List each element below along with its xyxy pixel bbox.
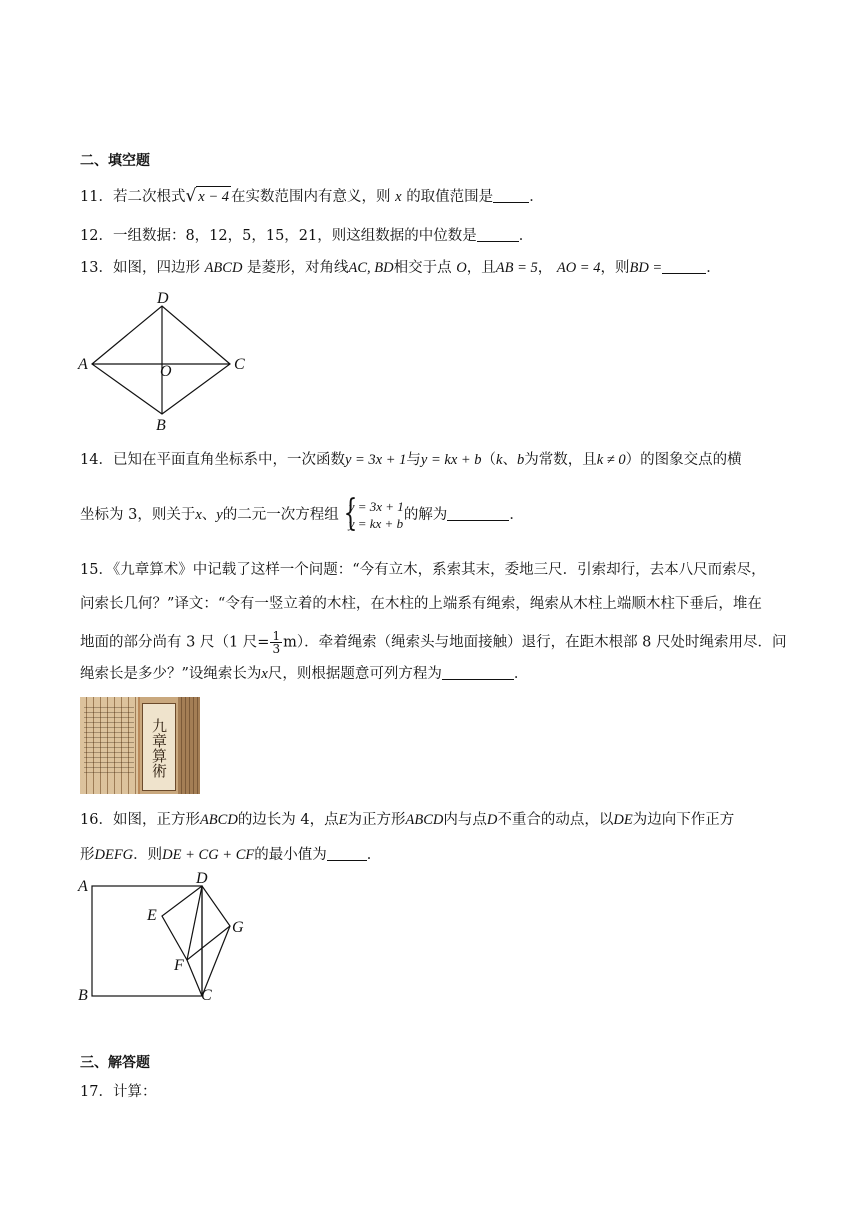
question-12: 12．一组数据：8，12，5，15，21，则这组数据的中位数是 ． <box>80 228 534 244</box>
book-title-label: 九章算術 <box>142 703 176 791</box>
label-c: C <box>201 987 212 1004</box>
question-15-line-3: 地面的部分尚有 3 尺（1 尺= $\frac{1}{3}$ m）．牵着绳索（绳索头与地面接触）退行，在距木根部 8 尺处时绳索用尽．问 <box>80 629 787 656</box>
answer-blank <box>493 188 529 203</box>
label-f: F <box>174 957 184 974</box>
question-15-line-1: 15．《九章算术》中记载了这样一个问题：“今有立木，系索其末，委地三尺．引索却行，去本八尺而索尽， <box>80 562 766 578</box>
rhombus-figure <box>70 288 260 433</box>
square-defg <box>162 886 230 960</box>
label-d: D <box>196 870 208 887</box>
square-abcd <box>92 886 202 996</box>
question-15-line-4: 绳索长是多少？”设绳索长为x尺，则根据题意可列方程为 ． <box>80 666 529 682</box>
label-g: G <box>232 919 244 936</box>
label-e: E <box>147 907 157 924</box>
question-14-line-1: 14．已知在平面直角坐标系中，一次函数y = 3x + 1与y = kx + b（k、b为常数，且k ≠ 0）的图象交点的横 <box>80 452 742 468</box>
answer-blank <box>442 665 514 680</box>
segment-df <box>187 886 202 960</box>
question-14-line-2: 坐标为 3，则关于x、y的二元一次方程组 { y = 3x + 1 y = kx + b 的解为 ． <box>80 493 524 534</box>
question-15-line-2: 问索长几何？”译文：“令有一竖立着的木柱，在木柱的上端系有绳索，绳索从木柱上端顺木柱下垂后，堆在 <box>80 596 762 612</box>
label-c: C <box>234 356 245 373</box>
label-b: B <box>156 417 166 433</box>
section-heading-fill-blank: 二、填空题 <box>80 153 150 169</box>
square-figure <box>70 866 260 1006</box>
question-17: 17．计算： <box>80 1084 157 1100</box>
fraction-one-third: $\frac{1}{3}$ <box>272 629 281 656</box>
question-13: 13．如图，四边形 ABCD 是菱形，对角线AC, BD相交于点 O，且AB = 5， AO = 4，则BD = ． <box>80 260 721 276</box>
answer-blank <box>447 506 509 521</box>
segment-fc <box>187 960 202 996</box>
section-heading-solve: 三、解答题 <box>80 1055 150 1071</box>
answer-blank <box>477 227 519 242</box>
label-d: D <box>157 290 169 307</box>
label-b: B <box>78 987 88 1004</box>
label-o: O <box>160 363 172 380</box>
question-16-line-1: 16．如图，正方形ABCD的边长为 4，点E为正方形ABCD内与点D不重合的动点，以DE为边向下作正方 <box>80 812 735 828</box>
equation-system: { y = 3x + 1 y = kx + b <box>343 493 404 534</box>
label-a: A <box>78 356 88 373</box>
question-11: 11．若二次根式√ x − 4 在实数范围内有意义，则 x 的取值范围是 ． <box>80 186 544 206</box>
jiuzhang-book-image <box>80 697 200 794</box>
question-16-line-2: 形DEFG．则DE + CG + CF的最小值为 ． <box>80 847 382 863</box>
answer-blank <box>327 846 367 861</box>
answer-blank <box>662 259 706 274</box>
sqrt-expression: √ x − 4 <box>185 186 230 206</box>
rhombus-outline <box>92 306 230 414</box>
label-a: A <box>78 878 88 895</box>
